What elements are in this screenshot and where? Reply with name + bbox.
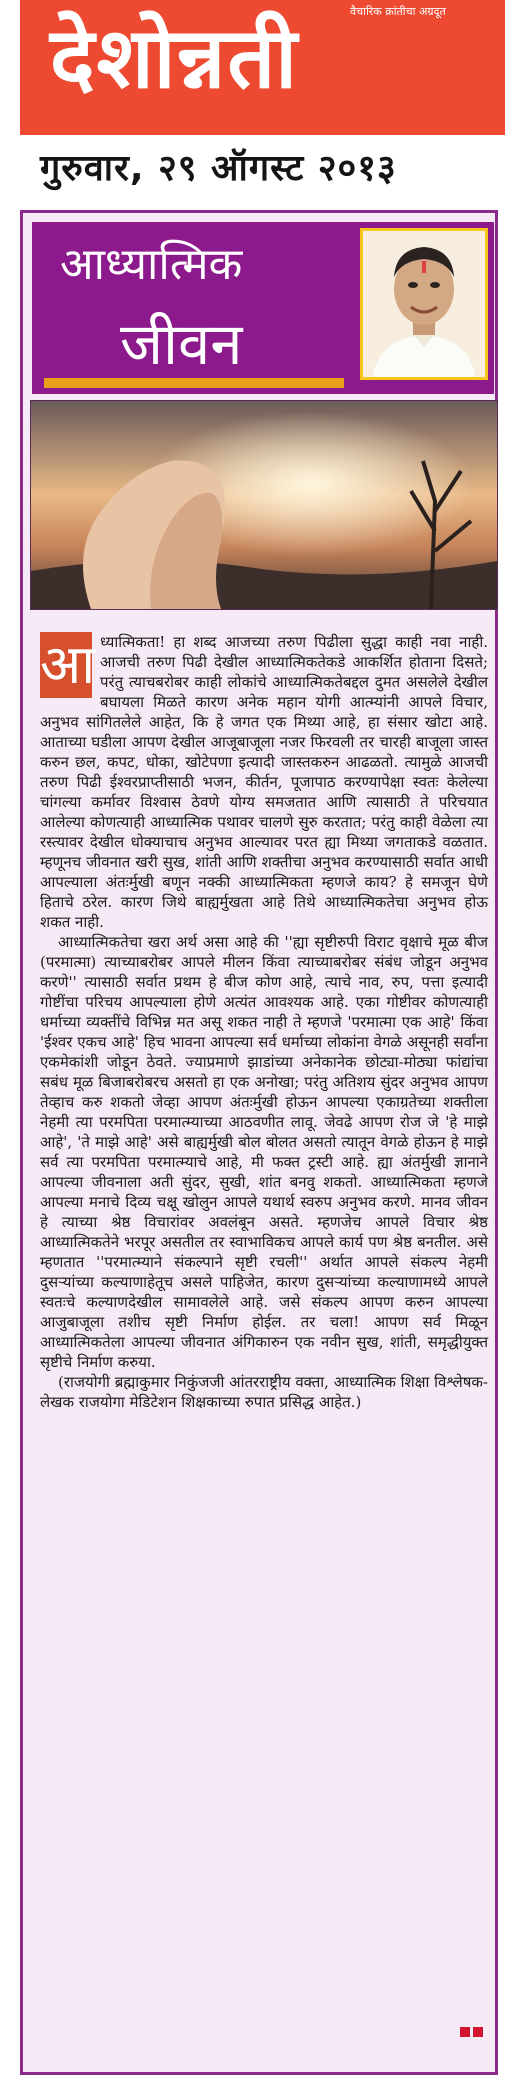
- drop-cap: आ: [40, 633, 96, 696]
- section-title-underline: [44, 378, 344, 388]
- end-marks: [460, 2022, 486, 2034]
- date-line: गुरुवार, २९ ऑगस्ट २०१३: [40, 148, 397, 189]
- newspaper-logo: देशोन्नती: [50, 9, 299, 107]
- section-title-line1: आध्यात्मिक: [60, 239, 243, 290]
- author-portrait-illustration: [363, 231, 485, 377]
- end-square-icon: [460, 2027, 470, 2037]
- end-square-icon: [473, 2027, 483, 2037]
- article-paragraph-1: ध्यात्मिकता! हा शब्द आजच्या तरुण पिढीला सुद्धा काही नवा नाही. आजची तरुण पिढी देखील आध्यात्मिकतेकडे आकर्शित होताना दिसते; परंतु त्याचबरोबर काही लोकांचे आध्यात्मिकतेबद्दल दुमत असलेले देखील बघायला मिळते कारण अनेक महान योगी आत्म्यांनी आपले विचार, अनुभव सांगितलेले आहेत, कि हे जगत एक मिथ्या आहे, हा संसार खोटा आहे. आताच्या घडीला आपण देखील आजूबाजूला नजर फिरवली तर चारही बाजूला जास्त करुन छल, कपट, धोका, खोटेपणा इत्यादी जास्तकरुन आढळतो. त्यामुळे आजची तरुण पिढी ईश्वरप्राप्तीसाठी भजन, कीर्तन, पूजापाठ करण्यापेक्षा स्वतः केलेल्या चांगल्या कर्मावर विश्वास ठेवणे योग्य समजतात आणि त्यासाठी ते परिचयात आलेल्या कोणत्याही आध्यात्मिक पथावर चालणे सुरु करतात; परंतु काही वेळेला त्या रस्त्यावर देखील धोक्याचाच अनुभव आल्यावर परत ह्या मिथ्या जगताकडे वळतात. म्हणूनच जीवनात खरी सुख, शांती आणि शक्तीचा अनुभव करण्यासाठी सर्वात आधी आपल्याला अंतःर्मुखी बणून नक्की आध्यात्मिकता म्हणजे काय? हे समजून घेणे हिताचे ठरेल. कारण जिथे बाह्यर्मुखता आहे तिथे आध्यात्मिकतेचा अनुभव होऊ शकत नाही.: [40, 633, 488, 931]
- masthead-banner: [20, 0, 505, 135]
- article-credit: (राजयोगी ब्रह्माकुमार निकुंजजी आंतरराष्ट्रीय वक्ता, आध्यात्मिक शिक्षा विश्लेषक-लेखक राजयोगा मेडिटेशन शिक्षकाच्या रुपात प्रसिद्ध आहेत.): [40, 1373, 488, 1411]
- section-title-line2: जीवन: [120, 310, 243, 378]
- praying-hands-photo: [30, 400, 498, 610]
- author-portrait: [360, 228, 488, 380]
- masthead-tagline: वैचारिक क्रांतीचा अग्रदूत: [350, 5, 446, 18]
- praying-hands-illustration: [31, 401, 497, 609]
- article-body: [40, 632, 488, 1412]
- article-paragraph-2: आध्यात्मिकतेचा खरा अर्थ असा आहे की ''ह्या सृष्टीरुपी विराट वृक्षाचे मूळ बीज (परमात्मा) त्याच्याबरोबर आपले मीलन किंवा त्याच्याबरोबर संबंध जोडून अनुभव करणे'' त्यासाठी सर्वात प्रथम हे बीज कोण आहे, त्याचे नाव, रुप, पत्ता इत्यादी गोष्टींचा परिचय आपल्याला होणे अत्यंत आवश्यक आहे. एका गोष्टीवर कोणत्याही धर्माच्या व्यक्तींचे विभिन्न मत असू शकत नाही ते म्हणजे 'परमात्मा एक आहे' किंवा 'ईश्वर एकच आहे' हिच भावना आपल्या सर्व धर्माच्या लोकांना वेगळे असूनही सर्वांना एकमेकांशी जोडून ठेवते. ज्याप्रमाणे झाडांच्या अनेकानेक छोट्या-मोठ्या फांद्यांचा सबंध मूळ बिजाबरोबरच असतो हा एक अनोखा; परंतु अतिशय सुंदर अनुभव आपण तेव्हाच करु शकतो जेव्हा आपण अंतःर्मुखी होऊन आपल्या एकाग्रतेच्या शक्तीला नेहमी त्या परमपिता परमात्म्याच्या आठवणीत लावू. जेवढे आपण रोज जे 'हे माझे आहे', 'ते माझे आहे' असे बाह्यर्मुखी बोल बोलत असतो त्यातून वेगळे होऊन हे माझे सर्व त्या परमपिता परमात्म्याचे आहे, मी फक्त ट्रस्टी आहे. ह्या अंतर्मुखी ज्ञानाने आपल्या जीवनाला अती सुंदर, सुखी, शांत बनवु शकतो. आध्यात्मिकता म्हणजे आपल्या मनाचे दिव्य चक्षू खोलुन आपले यथार्थ स्वरुप अनुभव करणे. मानव जीवन हे त्याच्या श्रेष्ठ विचारांवर अवलंबून असते. म्हणजेच आपले विचार श्रेष्ठ आध्यात्मिकतेने भरपूर असतील तर स्वाभाविकच आपले कार्य पण श्रेष्ठ बनतील. असे म्हणतात ''परमात्म्याने संकल्पाने सृष्टी रचली'' अर्थात आपले संकल्प नेहमी दुसऱ्यांच्या कल्याणाहेतूच असले पाहिजेत, कारण दुसऱ्यांच्या कल्याणामध्ये आपले स्वतःचे कल्याणदेखील सामावलेले आहे. जसे संकल्प आपण करुन आपल्या आजुबाजूला तशीच सृष्टी निर्माण होईल. तर चला! आपण सर्व मिळून आध्यात्मिकतेला आपल्या जीवनात अंगिकारुन एक नवीन सुख, शांती, समृद्धीयुक्त सृष्टीचे निर्माण करुया.: [40, 933, 488, 1371]
